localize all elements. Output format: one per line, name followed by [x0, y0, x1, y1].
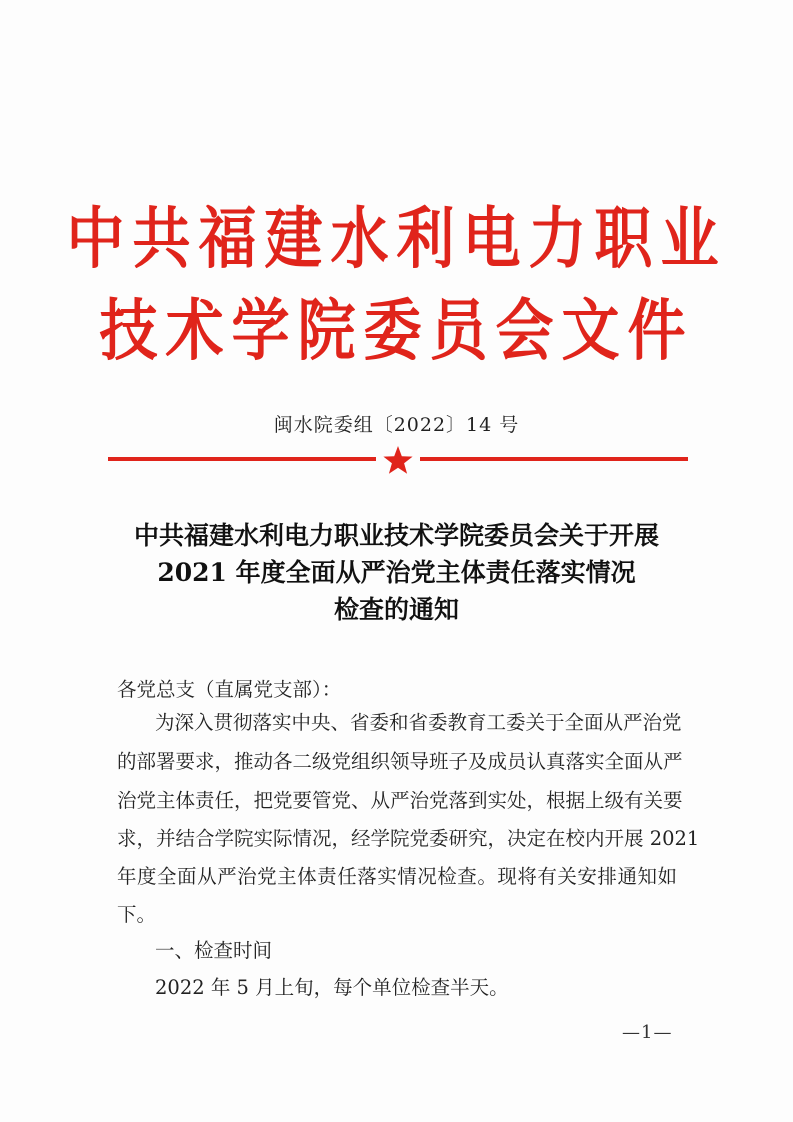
- red-divider: [108, 447, 688, 471]
- paragraph-line: 年度全面从严治党主体责任落实情况检查。现将有关安排通知如: [117, 865, 677, 888]
- paragraph-line: 的部署要求，推动各二级党组织领导班子及成员认真落实全面从严: [117, 750, 683, 773]
- notice-title-line-2: 2021 年度全面从严治党主体责任落实情况: [157, 558, 636, 587]
- paragraph-line: 为深入贯彻落实中央、省委和省委教育工委关于全面从严治党: [155, 711, 682, 734]
- divider-rule-left: [108, 457, 376, 461]
- page-number: —1—: [622, 1022, 673, 1043]
- salutation: 各党总支（直属党支部）：: [117, 678, 342, 701]
- paragraph-line: 求，并结合学院实际情况，经学院党委研究，决定在校内开展 2021: [117, 827, 700, 850]
- document-header-title-line-2: 技术学院委员会文件: [99, 291, 694, 370]
- section-text: 2022 年 5 月上旬，每个单位检查半天。: [155, 976, 509, 999]
- document-header-title-line-1: 中共福建水利电力职业: [66, 199, 727, 278]
- divider-rule-right: [420, 457, 688, 461]
- paragraph-line: 下。: [117, 903, 157, 926]
- star-icon: [382, 445, 414, 475]
- paragraph-line: 治党主体责任，把党要管党、从严治党落到实处，根据上级有关要: [117, 789, 683, 812]
- document-number: 闽水院委组〔2022〕14 号: [273, 414, 520, 436]
- section-heading: 一、检查时间: [155, 939, 273, 962]
- notice-title-line-3: 检查的通知: [333, 595, 459, 624]
- notice-title-line-1: 中共福建水利电力职业技术学院委员会关于开展: [133, 521, 659, 550]
